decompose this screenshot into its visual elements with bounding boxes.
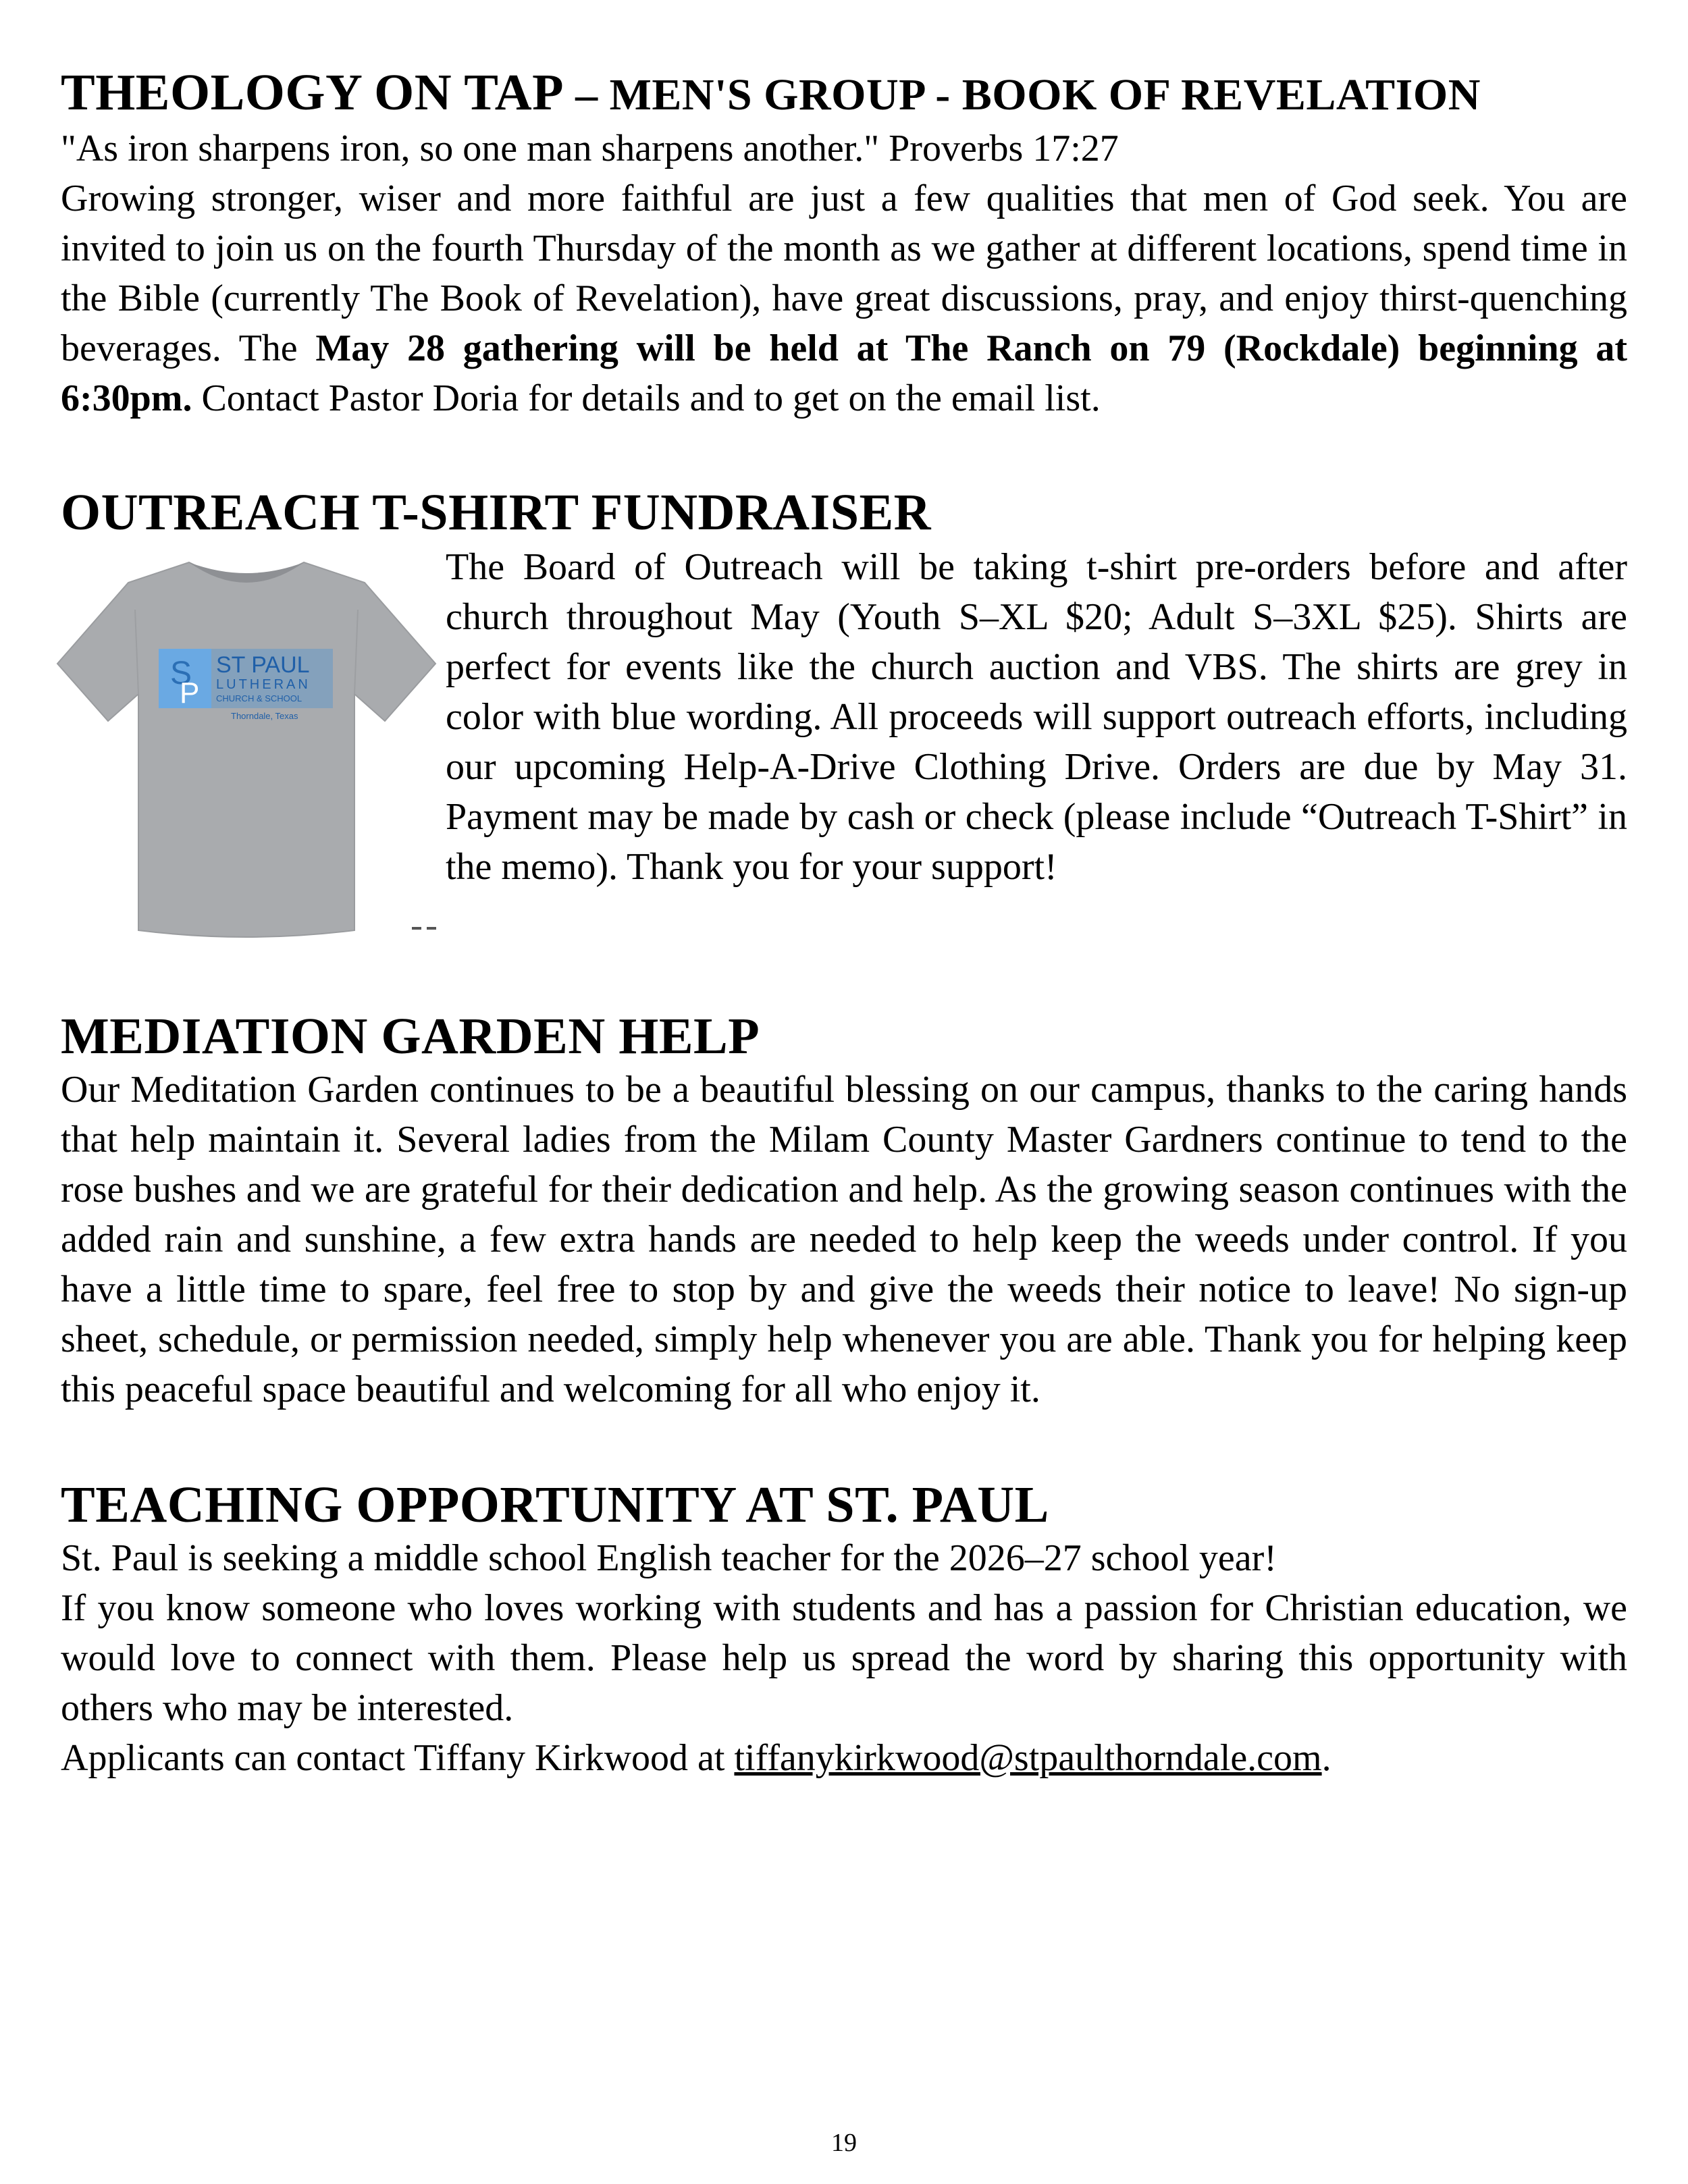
theology-gathering-details: May 28 gathering will be held at The Ranch on 79 (Rockdale) beginning at 6:30pm. xyxy=(61,327,1627,419)
garden-section xyxy=(61,1008,1627,1414)
theology-subtitle: – MEN'S GROUP - BOOK OF REVELATION xyxy=(564,70,1481,119)
tshirt-image xyxy=(47,542,446,947)
newsletter-page xyxy=(61,64,1627,1783)
outreach-text xyxy=(446,542,1627,892)
theology-body-intro: Growing stronger, wiser and more faithful are just a few qualities that men of God seek. You are invited to join us on the fourth Thursday of the month as we gather at different locations, spend time in the Bible (currently The Book of Revelation), have great discussions, pray, and enjoy thirst-quenching beverages. The xyxy=(61,178,1627,369)
outreach-body xyxy=(61,542,1627,947)
teaching-body: If you know someone who loves working with students and has a passion for Christian education, we would love to connect with them. Please help us spread the word by sharing this opportunity with others who may be interested. xyxy=(61,1587,1627,1729)
garden-body: Our Meditation Garden continues to be a beautiful blessing on our campus, thanks to the caring hands that help maintain it. Several ladies from the Milam County Master Gardners continue to tend to the rose bushes and we are grateful for their dedication and help. As the growing season continues with the added rain and sunshine, a few extra hands are needed to help keep the weeds under control. If you have a little time to spare, feel free to stop by and give the weeds their notice to leave! No sign-up sheet, schedule, or permission needed, simply help whenever you are able. Thank you for helping keep this peaceful space beautiful and welcoming for all who enjoy it. xyxy=(61,1069,1627,1410)
teaching-intro: St. Paul is seeking a middle school English teacher for the 2026–27 school year! xyxy=(61,1537,1277,1579)
theology-body xyxy=(61,174,1627,423)
tshirt-logo-line2: LUTHERAN xyxy=(216,677,311,692)
outreach-body-text: The Board of Outreach will be taking t-shirt pre-orders before and after church throughout May (Youth S–XL $20; Adult S–3XL $25). Shirts are perfect for events like the church auction and VBS. The shirts are grey in color with blue wording. All proceeds will support outreach efforts, including our upcoming Help-A-Drive Clothing Drive. Orders are due by May 31. Payment may be made by cash or check (please include “Outreach T-Shirt” in the memo). Thank you for your support! xyxy=(446,546,1627,888)
theology-verse: "As iron sharpens iron, so one man sharpens another." Proverbs 17:27 xyxy=(61,128,1119,169)
teaching-contact-email-link[interactable]: tiffanykirkwood@stpaulthorndale.com xyxy=(734,1737,1322,1779)
teaching-title: TEACHING OPPORTUNITY AT ST. PAUL xyxy=(61,1476,1049,1533)
theology-section xyxy=(61,64,1627,423)
theology-body-contact: Contact Pastor Doria for details and to get on the email list. xyxy=(192,377,1101,419)
teaching-contact-prefix: Applicants can contact Tiffany Kirkwood at xyxy=(61,1737,735,1779)
outreach-section xyxy=(61,484,1627,947)
theology-heading xyxy=(61,64,1627,124)
teaching-contact-suffix: . xyxy=(1321,1737,1331,1779)
tshirt-logo-p: P xyxy=(180,676,200,710)
teaching-contact xyxy=(61,1733,1627,1783)
garden-title: MEDIATION GARDEN HELP xyxy=(61,1008,760,1065)
teaching-section xyxy=(61,1476,1627,1783)
theology-title: THEOLOGY ON TAP xyxy=(61,64,564,121)
outreach-title: OUTREACH T-SHIRT FUNDRAISER xyxy=(61,484,932,541)
tshirt-logo-line4: Thorndale, Texas xyxy=(231,711,298,721)
page-number: 19 xyxy=(831,2129,857,2157)
tshirt-logo-s: S xyxy=(170,656,192,691)
tshirt-logo-line3: CHURCH & SCHOOL xyxy=(216,693,302,703)
tshirt-logo-line1: ST PAUL xyxy=(216,652,310,678)
